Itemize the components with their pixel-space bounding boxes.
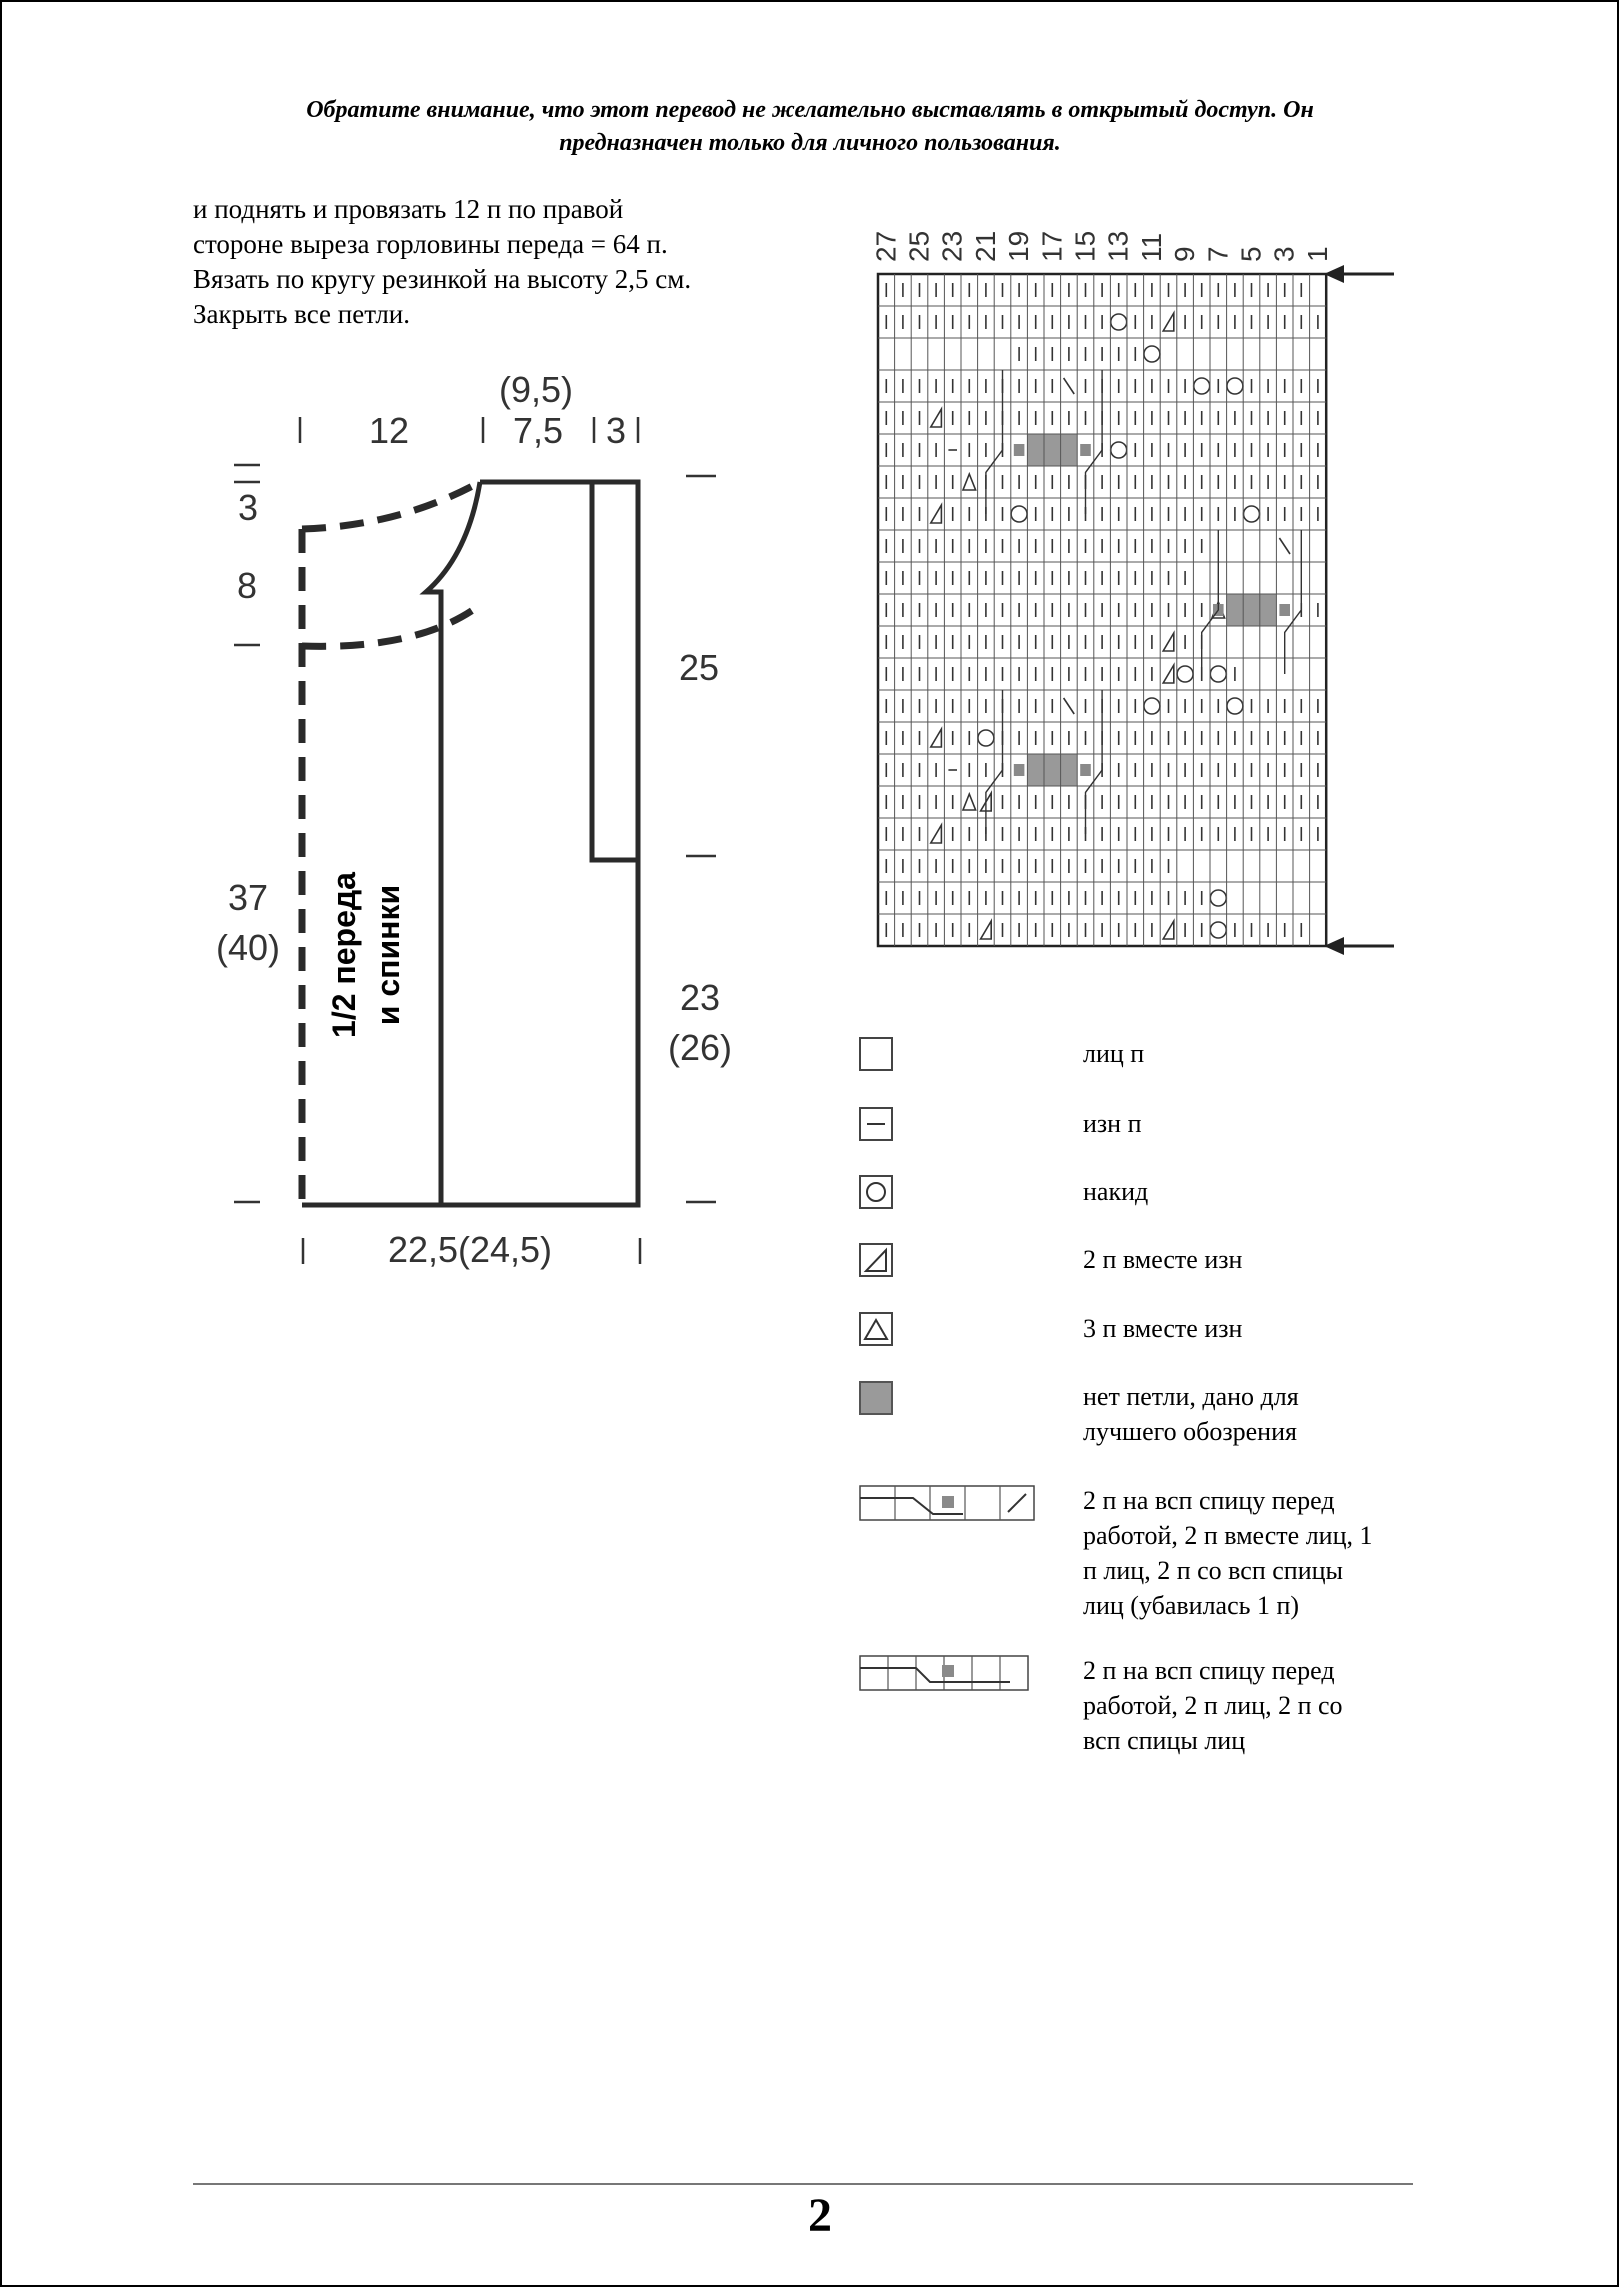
yarn-over-icon <box>858 1174 894 1210</box>
yarn-over-mark <box>1111 442 1127 458</box>
column-number: 1 <box>1301 246 1333 262</box>
two-together-purl-mark <box>931 409 942 427</box>
privacy-notice <box>200 94 1420 160</box>
dim-top-mid-alt: (9,5) <box>498 369 574 410</box>
no-stitch-marker <box>1279 604 1290 616</box>
column-number: 21 <box>969 230 1001 262</box>
two-together-purl-mark <box>931 505 942 523</box>
legend-item-knit <box>1083 1036 1463 1071</box>
column-number: 15 <box>1069 230 1101 262</box>
piece-label-line-1: 1/2 переда <box>326 872 362 1038</box>
row-arrows <box>1324 265 1394 955</box>
no-stitch-icon <box>858 1380 894 1416</box>
column-number: 7 <box>1202 246 1234 262</box>
legend-text-line: работой, 2 п лиц, 2 п со <box>1083 1691 1343 1720</box>
two-together-purl-mark <box>931 729 942 747</box>
three-together-purl-mark <box>963 794 976 810</box>
column-numbers <box>870 231 1333 262</box>
three-together-purl-mark <box>963 474 976 490</box>
legend-text-line: 2 п на всп спицу перед <box>1083 1656 1335 1685</box>
column-number: 3 <box>1268 246 1300 262</box>
three-together-purl-icon <box>858 1311 894 1347</box>
notice-line-2: предназначен только для личного пользования. <box>559 130 1061 156</box>
legend-text-line: лиц (убавилась 1 п) <box>1083 1591 1300 1620</box>
dim-bottom: 22,5(24,5) <box>387 1229 553 1270</box>
dim-right-lower-alt: (26) <box>667 1027 733 1068</box>
side-slit-outline <box>592 482 638 860</box>
body-outline <box>302 482 638 1205</box>
dim-top-right: 3 <box>605 410 627 451</box>
intro-line: Закрыть все петли. <box>193 299 411 329</box>
legend-item-purl <box>1083 1106 1463 1141</box>
no-stitch-cell <box>1227 594 1277 626</box>
yarn-over-mark <box>1011 506 1027 522</box>
legend-item-cable-decrease <box>1083 1483 1463 1623</box>
dashed-outline <box>302 482 480 1200</box>
legend-item-yarn-over <box>1083 1174 1463 1209</box>
yarn-over-mark <box>1111 314 1127 330</box>
legend-item-no-stitch <box>1083 1379 1463 1449</box>
intro-line: стороне выреза горловины переда = 64 п. <box>193 229 668 259</box>
yarn-over-mark <box>1144 698 1160 714</box>
legend-text-line: изн п <box>1083 1109 1142 1138</box>
intro-paragraph <box>193 192 793 332</box>
column-number: 17 <box>1036 230 1068 262</box>
knitting-chart <box>860 200 1420 980</box>
two-together-purl-icon <box>858 1242 894 1278</box>
dim-left-body-alt: (40) <box>215 927 281 968</box>
no-stitch-marker <box>1080 764 1091 776</box>
legend-item-two-together <box>1083 1242 1463 1277</box>
yarn-over-mark <box>1210 890 1226 906</box>
column-number: 27 <box>870 230 902 262</box>
purl-stitch-icon <box>858 1106 894 1142</box>
legend-item-cable-cross <box>1083 1653 1463 1758</box>
legend-text-line: 3 п вместе изн <box>1083 1314 1243 1343</box>
yarn-over-mark <box>1144 346 1160 362</box>
cable-cross-icon <box>858 1654 1032 1692</box>
piece-label-line-2: и спинки <box>370 884 406 1026</box>
no-stitch-cell <box>1027 434 1077 466</box>
legend-text-line: п лиц, 2 п со всп спицы <box>1083 1556 1343 1585</box>
column-number: 13 <box>1102 230 1134 262</box>
dashed-neck-upper <box>302 482 480 529</box>
two-together-purl-mark <box>1163 921 1174 939</box>
two-together-purl-mark <box>1163 665 1174 683</box>
intro-line: и поднять и провязать 12 п по правой <box>193 194 624 224</box>
dim-top-left: 12 <box>368 410 410 451</box>
page-number: 2 <box>808 2189 832 2242</box>
yarn-over-mark <box>1194 378 1210 394</box>
yarn-over-mark <box>1227 378 1243 394</box>
neck-curve-line <box>426 482 480 1205</box>
legend-item-three-together <box>1083 1311 1463 1346</box>
decrease-mark <box>1064 378 1075 394</box>
legend-text-line: 2 п вместе изн <box>1083 1245 1243 1274</box>
column-number: 5 <box>1235 246 1267 262</box>
column-number: 25 <box>903 230 935 262</box>
dimension-ticks <box>234 417 716 1264</box>
column-number: 19 <box>1003 230 1035 262</box>
decrease-mark <box>1064 698 1075 714</box>
intro-line: Вязать по кругу резинкой на высоту 2,5 см. <box>193 264 692 294</box>
yarn-over-mark <box>1227 698 1243 714</box>
two-together-purl-mark <box>931 825 942 843</box>
legend-text-line: накид <box>1083 1177 1149 1206</box>
no-stitch-marker <box>1014 764 1025 776</box>
solid-outline <box>302 482 638 1205</box>
decrease-mark <box>1279 538 1290 554</box>
dim-top-mid: 7,5 <box>512 410 564 451</box>
notice-line-1: Обратите внимание, что этот перевод не желательно выставлять в открытый доступ. Он <box>306 97 1314 123</box>
legend-text-line: работой, 2 п вместе лиц, 1 <box>1083 1521 1373 1550</box>
yarn-over-mark <box>1177 666 1193 682</box>
dim-right-upper: 25 <box>678 647 720 688</box>
knit-stitch-icon <box>858 1036 894 1072</box>
legend-text-line: лучшего обозрения <box>1083 1417 1297 1446</box>
legend-text-line: нет петли, дано для <box>1083 1382 1299 1411</box>
yarn-over-mark <box>1210 922 1226 938</box>
legend-text-line: всп спицы лиц <box>1083 1726 1246 1755</box>
two-together-purl-mark <box>1163 633 1174 651</box>
column-number: 9 <box>1169 246 1201 262</box>
cable-decrease-icon <box>858 1484 1038 1522</box>
garment-schematic <box>200 360 760 1280</box>
two-together-purl-mark <box>1163 313 1174 331</box>
two-together-purl-mark <box>981 921 992 939</box>
legend-text-line: лиц п <box>1083 1039 1145 1068</box>
column-number: 11 <box>1135 232 1167 262</box>
dashed-neck-lower <box>302 605 480 646</box>
dim-left-body: 37 <box>227 877 269 918</box>
piece-label <box>326 872 406 1038</box>
yarn-over-mark <box>978 730 994 746</box>
dim-right-lower: 23 <box>679 977 721 1018</box>
yarn-over-mark <box>1244 506 1260 522</box>
no-stitch-cell <box>1027 754 1077 786</box>
column-number: 23 <box>936 230 968 262</box>
dim-left-top: 3 <box>237 487 259 528</box>
yarn-over-mark <box>1210 666 1226 682</box>
legend-text-line: 2 п на всп спицу перед <box>1083 1486 1335 1515</box>
no-stitch-marker <box>1014 444 1025 456</box>
no-stitch-marker <box>1080 444 1091 456</box>
footer-divider <box>193 2183 1413 2185</box>
dim-left-neck: 8 <box>236 565 258 606</box>
